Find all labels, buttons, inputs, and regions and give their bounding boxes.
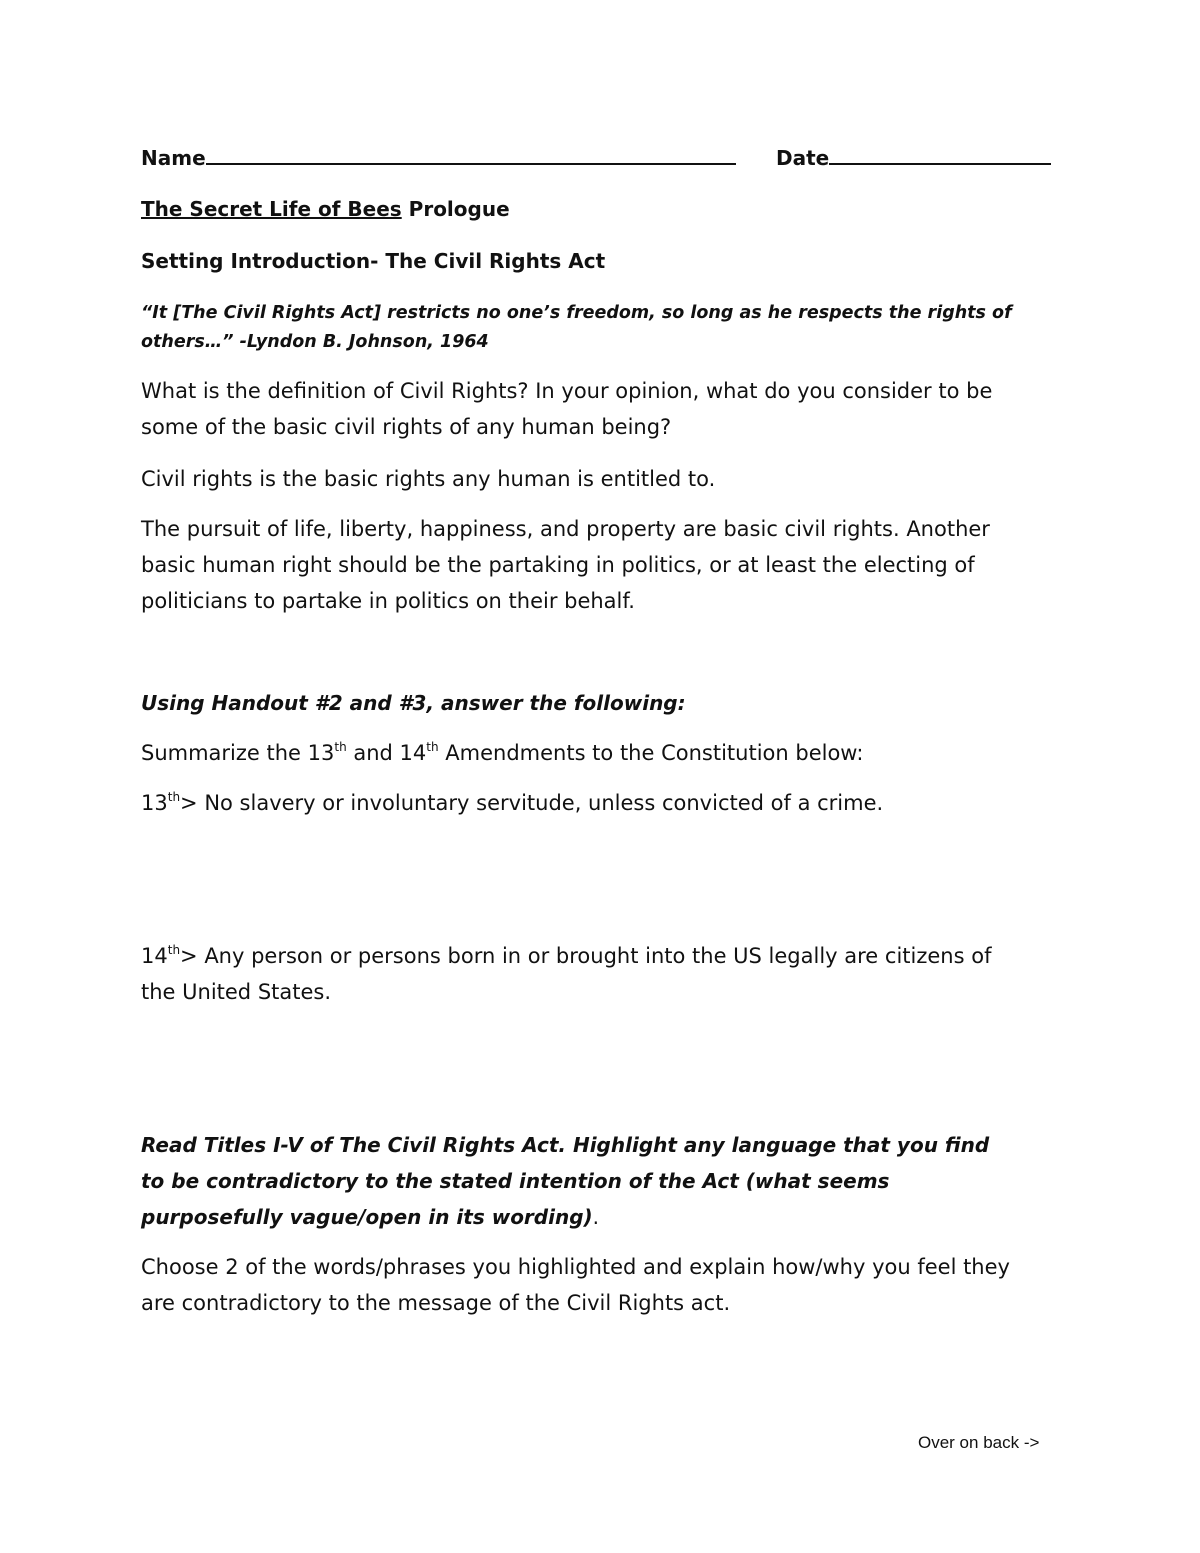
answer-line-1: The pursuit of life, liberty, happiness, and property are basic civil rights. Another <box>141 517 990 541</box>
amendment-14-line-2: the United States. <box>141 980 332 1004</box>
summarize-prompt <box>141 735 1101 771</box>
amendment-14-sup: th <box>167 943 181 957</box>
read-titles-line-3: purposefully vague/open in its wording) <box>141 1205 593 1229</box>
quote-line-1: “It [The Civil Rights Act] restricts no one’s freedom, so long as he respects the rights of <box>141 303 1012 323</box>
quote-line-2: others…” -Lyndon B. Johnson, 1964 <box>141 332 489 352</box>
read-titles-task <box>141 1127 1101 1235</box>
amendment-14-number: 14 <box>141 944 168 968</box>
summarize-prefix: Summarize the 13 <box>141 741 335 765</box>
question-line-1: What is the definition of Civil Rights? In your opinion, what do you consider to be <box>141 379 993 403</box>
answer-line-3: politicians to partake in politics on their behalf. <box>141 589 635 613</box>
question-civil-rights <box>141 373 1101 445</box>
name-field <box>141 146 736 170</box>
name-label: Name <box>141 146 206 170</box>
summarize-suffix: Amendments to the Constitution below: <box>438 741 864 765</box>
amendment-13-sup: th <box>167 790 181 804</box>
amendment-14-text: > Any person or persons born in or brought into the US legally are citizens of <box>180 944 992 968</box>
book-title: The Secret Life of Bees <box>141 197 402 221</box>
handout-instruction: Using Handout #2 and #3, answer the following: <box>141 691 686 715</box>
summarize-mid: and 14 <box>346 741 427 765</box>
choose-line-2: are contradictory to the message of the Civil Rights act. <box>141 1291 731 1315</box>
date-blank-line[interactable] <box>829 162 1051 165</box>
date-label: Date <box>776 146 830 170</box>
amendment-13-number: 13 <box>141 791 168 815</box>
setting-heading: Setting Introduction- The Civil Rights Act <box>141 249 606 273</box>
name-blank-line[interactable] <box>206 162 736 165</box>
choose-prompt <box>141 1249 1101 1321</box>
answer-definition: Civil rights is the basic rights any human is entitled to. <box>141 467 716 491</box>
answer-basic-rights <box>141 511 1101 619</box>
page-title <box>141 197 510 221</box>
amendment-13-text: > No slavery or involuntary servitude, unless convicted of a crime. <box>180 791 884 815</box>
choose-line-1: Choose 2 of the words/phrases you highlighted and explain how/why you feel they <box>141 1255 1010 1279</box>
answer-line-2: basic human right should be the partaking in politics, or at least the electing of <box>141 553 975 577</box>
over-on-back-note: Over on back -> <box>918 1433 1040 1452</box>
section-title: Prologue <box>408 197 510 221</box>
read-titles-line-2: to be contradictory to the stated intention of the Act (what seems <box>141 1169 890 1193</box>
lbj-quote <box>141 299 1101 357</box>
summarize-sup-13: th <box>334 740 347 754</box>
read-titles-line-1: Read Titles I-V of The Civil Rights Act. Highlight any language that you find <box>141 1133 990 1157</box>
date-field <box>776 146 1051 170</box>
question-line-2: some of the basic civil rights of any human being? <box>141 415 672 439</box>
amendment-13-answer <box>141 785 1101 821</box>
read-titles-period: . <box>592 1205 600 1229</box>
summarize-sup-14: th <box>426 740 439 754</box>
amendment-14-answer <box>141 938 1101 1010</box>
